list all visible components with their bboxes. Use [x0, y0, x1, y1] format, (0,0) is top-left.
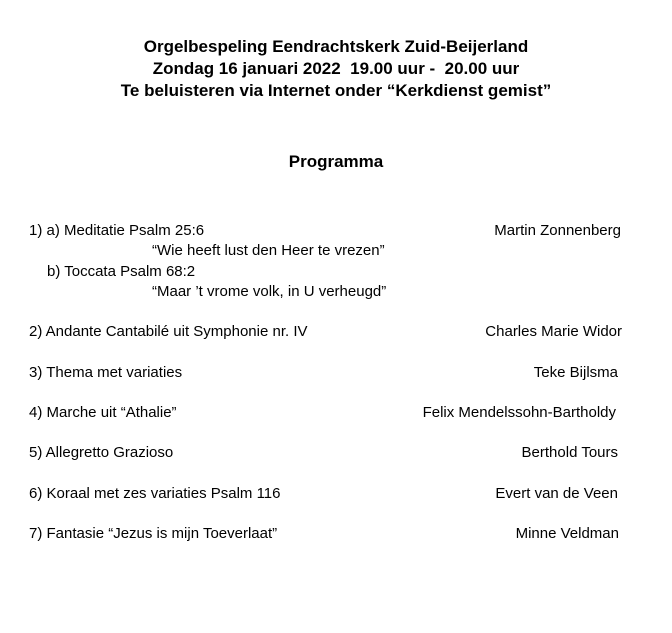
program-item-3-composer: Teke Bijlsma — [533, 364, 618, 381]
program-item-4-title: 4) Marche uit “Athalie” — [29, 404, 177, 421]
program-item-5-title: 5) Allegretto Grazioso — [29, 444, 174, 461]
program-item-1a-quote: “Wie heeft lust den Heer te vrezen” — [152, 242, 385, 259]
program-item-1a-title: 1) a) Meditatie Psalm 25:6 — [29, 222, 205, 239]
document-header — [0, 36, 672, 102]
header-broadcast-note: Te beluisteren via Internet onder “Kerkdienst gemist” — [120, 81, 552, 100]
program-item-2-title: 2) Andante Cantabilé uit Symphonie nr. IV — [29, 323, 308, 340]
program-item-6-composer: Evert van de Veen — [495, 485, 618, 502]
program-item-6-title: 6) Koraal met zes variaties Psalm 116 — [29, 485, 281, 502]
program-item-4-composer: Felix Mendelssohn-Bartholdy — [422, 404, 616, 421]
program-item-7-title: 7) Fantasie “Jezus is mijn Toeverlaat” — [29, 525, 278, 542]
header-date-time: Zondag 16 januari 2022 19.00 uur - 20.00 uur — [152, 59, 520, 78]
program-item-1a-composer: Martin Zonnenberg — [494, 222, 621, 239]
program-title: Programma — [288, 152, 384, 171]
header-title: Orgelbespeling Eendrachtskerk Zuid-Beijerland — [143, 37, 529, 56]
program-item-7-composer: Minne Veldman — [515, 525, 619, 542]
program-item-1b-title: b) Toccata Psalm 68:2 — [47, 263, 196, 280]
program-item-2-composer: Charles Marie Widor — [485, 323, 622, 340]
program-item-3-title: 3) Thema met variaties — [29, 364, 183, 381]
program-item-1b-quote: “Maar ’t vrome volk, in U verheugd” — [152, 283, 387, 300]
program-item-5-composer: Berthold Tours — [521, 444, 618, 461]
